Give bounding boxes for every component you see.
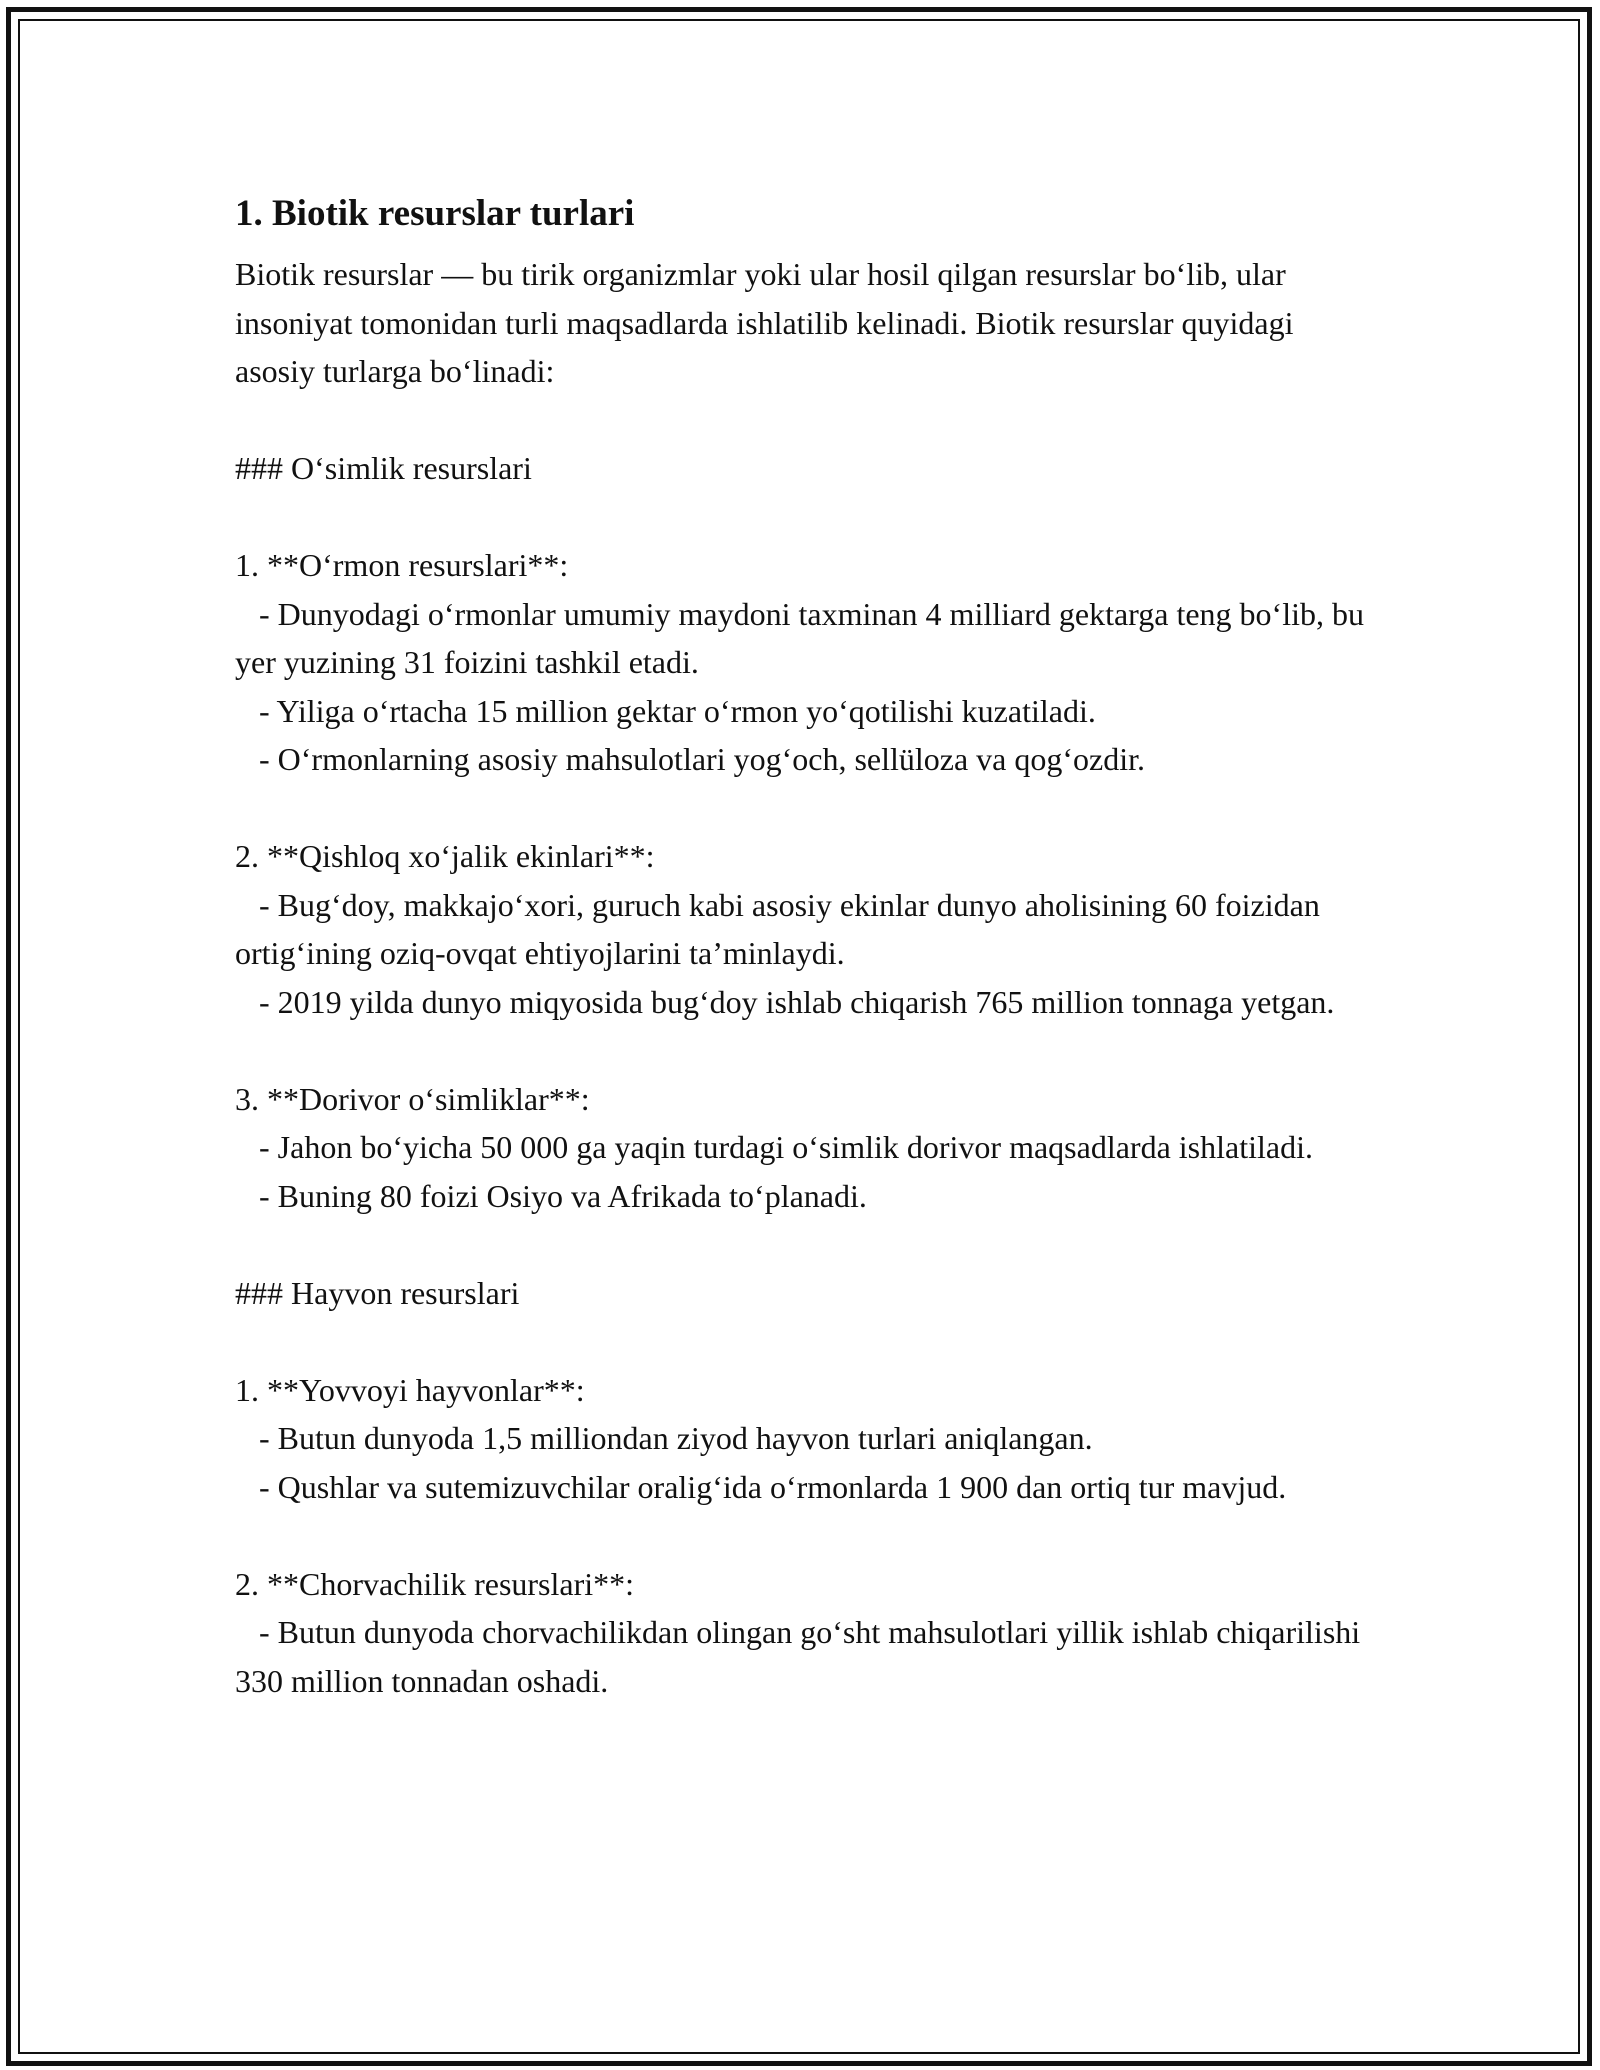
list-item-medicinal-count: - Jahon bo‘yicha 50 000 ga yaqin turdagi o‘simlik dorivor maqsadlarda ishlatiladi. [235, 1129, 1313, 1165]
blank-line [235, 1511, 1375, 1560]
list-item-forest-loss: - Yiliga o‘rtacha 15 million gektar o‘rmon yo‘qotilishi kuzatiladi. [235, 692, 1096, 729]
blank-line [235, 396, 1375, 445]
blank-line [235, 1220, 1375, 1269]
list-item-livestock-title: 2. **Chorvachilik resurslari**: [235, 1565, 635, 1602]
blank-line [235, 1317, 1375, 1366]
list-item-medicinal-region: - Buning 80 foizi Osiyo va Afrikada to‘planadi. [235, 1177, 867, 1214]
list-item-wild-title: 1. **Yovvoyi hayvonlar**: [235, 1371, 585, 1408]
list-item-crops-title: 2. **Qishloq xo‘jalik ekinlari**: [235, 838, 655, 874]
list-item-forest-title: 1. **O‘rmon resurslari**: [235, 547, 569, 583]
list-item-wild-species: - Butun dunyoda 1,5 milliondan ziyod hayvon turlari aniqlangan. [235, 1420, 1093, 1456]
intro-paragraph: Biotik resurslar — bu tirik organizmlar yoki ular hosil qilgan resurslar bo‘lib, ular insoniyat tomonidan turli maqsadlarda ishlatilib kelinadi. Biotik resurslar quyidagi asosiy turlarga bo‘linadi: [235, 256, 1302, 389]
list-item-wild-forest: - Qushlar va sutemizuvchilar oralig‘ida o‘rmonlarda 1 900 dan ortiq tur mavjud. [235, 1468, 1287, 1505]
list-item-forest-area: - Dunyodagi o‘rmonlar umumiy maydoni taxminan 4 milliard gektarga teng bo‘lib, bu yer yuzining 31 foizini tashkil etadi. [235, 595, 1372, 680]
blank-line [235, 784, 1375, 833]
blank-line [235, 493, 1375, 542]
list-item-forest-products: - O‘rmonlarning asosiy mahsulotlari yog‘och, sellüloza va qog‘ozdir. [235, 741, 1146, 777]
section-title: 1. Biotik resurslar turlari [235, 193, 635, 234]
list-item-crops-food: - Bug‘doy, makkajo‘xori, guruch kabi asosiy ekinlar dunyo aholisining 60 foizidan ortig‘ining oziq-ovqat ehtiyojlarini ta’minlaydi. [235, 886, 1328, 971]
document-body [235, 186, 1375, 1705]
subheading-animal-resources: ### Hayvon resurslari [235, 1274, 520, 1311]
list-item-crops-wheat: - 2019 yilda dunyo miqyosida bug‘doy ishlab chiqarish 765 million tonnaga yetgan. [235, 983, 1335, 1020]
list-item-medicinal-title: 3. **Dorivor o‘simliklar**: [235, 1080, 590, 1117]
list-item-livestock-meat: - Butun dunyoda chorvachilikdan olingan go‘sht mahsulotlari yillik ishlab chiqarilishi 330 million tonnadan oshadi. [235, 1614, 1369, 1699]
subheading-plant-resources: ### O‘simlik resurslari [235, 450, 532, 486]
blank-line [235, 1026, 1375, 1075]
